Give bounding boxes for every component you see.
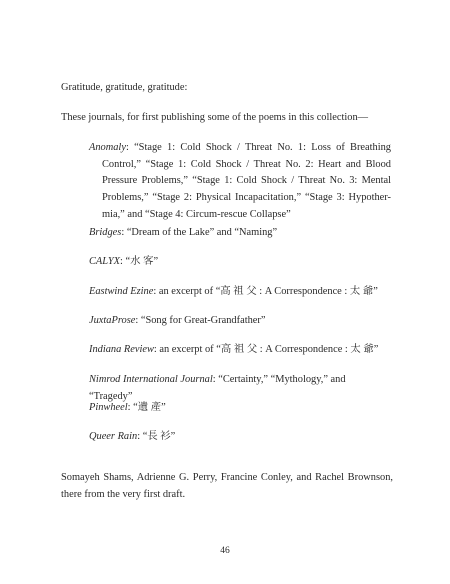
journal-poems: : “Dream of the Lake” and “Naming”: [121, 227, 278, 238]
acknowledgment-entry-juxtaprose: [89, 313, 389, 330]
journal-poems: : “Song for Great-Grandfather”: [135, 315, 266, 326]
journal-name: Indiana Review: [89, 344, 154, 355]
acknowledgment-entry-indiana-review: [89, 342, 389, 359]
journal-poems: : an excerpt of “高 祖 父 : A Correspondence : 太 爺”: [153, 344, 379, 355]
journal-poems: : “長 衫”: [137, 431, 176, 442]
journal-name: JuxtaProse: [89, 315, 136, 326]
acknowledgment-entry-eastwind: [89, 284, 389, 301]
journal-poems: : “遺 產”: [127, 402, 166, 413]
acknowledgment-entry-queer-rain: [89, 429, 389, 446]
journal-poems: : “Stage 1: Cold Shock / Threat No. 1: Loss of Breathing Control,” “Stage 1: Cold Shock / Threat No. 2: Heart and Blood Pressure Problems,” “Stage 1: Cold Shock / Threat No. 3: Mental Problems,” “Stage 2: Physical Incapacitation,” “Stage 3: Hypother- mia,” and “Stage 4: Circum-rescue Collapse”: [102, 142, 391, 220]
acknowledgment-entry-calyx: [89, 254, 389, 271]
journals-lead: These journals, for first publishing some of the poems in this collection—: [61, 112, 369, 123]
journal-name: Anomaly: [89, 142, 126, 153]
closing-thanks: Somayeh Shams, Adrienne G. Perry, Francine Conley, and Rachel Brownson, there from the very first draft.: [61, 472, 393, 500]
journal-name: CALYX: [89, 256, 120, 267]
journal-name: Queer Rain: [89, 431, 138, 442]
acknowledgment-entry-bridges: [89, 225, 389, 242]
gratitude-intro: Gratitude, gratitude, gratitude:: [61, 82, 188, 93]
journal-poems: : “水 客”: [119, 256, 159, 267]
journal-poems: : “Certainty,” “Mythology,” and “Tragedy”: [89, 374, 346, 402]
acknowledgment-entry-anomaly: [89, 140, 391, 224]
journal-name: Bridges: [89, 227, 122, 238]
journal-name: Nimrod International Journal: [89, 374, 213, 385]
journal-poems: : an excerpt of “高 祖 父 : A Correspondence : 太 爺”: [153, 286, 378, 297]
page-number: 46: [220, 546, 230, 556]
acknowledgment-entry-pinwheel: [89, 400, 389, 417]
journal-name: Pinwheel: [89, 402, 128, 413]
journal-name: Eastwind Ezine: [89, 286, 154, 297]
